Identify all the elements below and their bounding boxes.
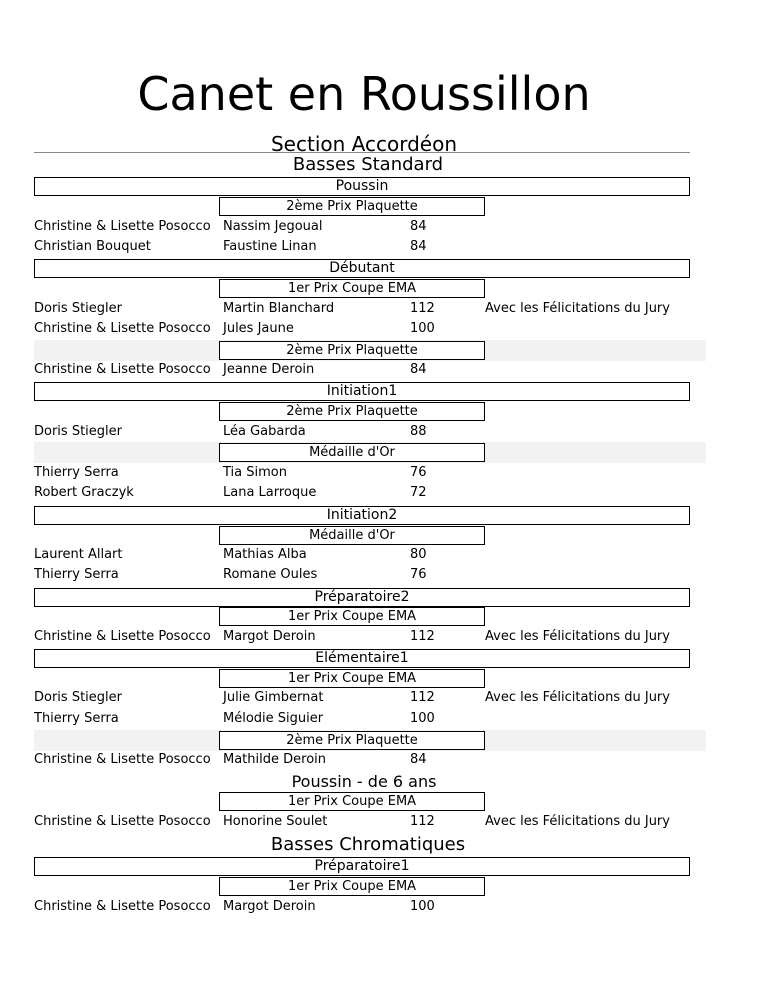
mention: Avec les Félicitations du Jury bbox=[485, 814, 670, 829]
prize-box: 2ème Prix Plaquette bbox=[219, 731, 485, 750]
section-title: Section Accordéon bbox=[270, 132, 457, 156]
mention: Avec les Félicitations du Jury bbox=[485, 690, 670, 705]
table-row bbox=[0, 319, 768, 339]
student-name: Martin Blanchard bbox=[223, 301, 335, 316]
table-row bbox=[0, 483, 768, 503]
score: 84 bbox=[410, 362, 427, 377]
student-name: Jeanne Deroin bbox=[223, 362, 315, 377]
table-row bbox=[0, 217, 768, 237]
student-name: Tia Simon bbox=[223, 465, 287, 480]
teacher-name: Thierry Serra bbox=[34, 567, 119, 582]
prize-box: 1er Prix Coupe EMA bbox=[219, 279, 485, 298]
teacher-name: Christine & Lisette Posocco bbox=[34, 899, 211, 914]
category-box: Débutant bbox=[34, 259, 690, 278]
group-title: Basses Chromatiques bbox=[270, 834, 466, 855]
prize-box: 1er Prix Coupe EMA bbox=[219, 607, 485, 626]
student-name: Léa Gabarda bbox=[223, 424, 306, 439]
score: 76 bbox=[410, 465, 427, 480]
teacher-name: Christine & Lisette Posocco bbox=[34, 321, 211, 336]
student-name: Margot Deroin bbox=[223, 899, 316, 914]
category-box: Poussin bbox=[34, 177, 690, 196]
teacher-name: Laurent Allart bbox=[34, 547, 123, 562]
prize-box: 2ème Prix Plaquette bbox=[219, 402, 485, 421]
page-title: Canet en Roussillon bbox=[137, 67, 591, 121]
teacher-name: Thierry Serra bbox=[34, 465, 119, 480]
teacher-name: Christine & Lisette Posocco bbox=[34, 219, 211, 234]
score: 100 bbox=[410, 321, 435, 336]
prize-box: 2ème Prix Plaquette bbox=[219, 341, 485, 360]
table-row bbox=[0, 750, 768, 770]
group-title: Basses Standard bbox=[292, 154, 444, 175]
teacher-name: Doris Stiegler bbox=[34, 301, 122, 316]
prize-box: 1er Prix Coupe EMA bbox=[219, 792, 485, 811]
category-title: Poussin - de 6 ans bbox=[291, 772, 437, 791]
score: 112 bbox=[410, 690, 435, 705]
score: 88 bbox=[410, 424, 427, 439]
student-name: Faustine Linan bbox=[223, 239, 317, 254]
score: 72 bbox=[410, 485, 427, 500]
table-row bbox=[0, 360, 768, 380]
teacher-name: Doris Stiegler bbox=[34, 424, 122, 439]
table-row bbox=[0, 812, 768, 832]
category-box: Initiation1 bbox=[34, 382, 690, 401]
student-name: Mathias Alba bbox=[223, 547, 307, 562]
score: 84 bbox=[410, 239, 427, 254]
mention: Avec les Félicitations du Jury bbox=[485, 301, 670, 316]
score: 80 bbox=[410, 547, 427, 562]
table-row bbox=[0, 688, 768, 708]
score: 112 bbox=[410, 301, 435, 316]
table-row bbox=[0, 299, 768, 319]
teacher-name: Robert Graczyk bbox=[34, 485, 134, 500]
score: 76 bbox=[410, 567, 427, 582]
score: 112 bbox=[410, 814, 435, 829]
teacher-name: Thierry Serra bbox=[34, 711, 119, 726]
prize-box: Médaille d'Or bbox=[219, 443, 485, 462]
teacher-name: Christine & Lisette Posocco bbox=[34, 629, 211, 644]
student-name: Lana Larroque bbox=[223, 485, 317, 500]
category-box: Elémentaire1 bbox=[34, 649, 690, 668]
table-row bbox=[0, 237, 768, 257]
category-box: Initiation2 bbox=[34, 506, 690, 525]
score: 84 bbox=[410, 752, 427, 767]
table-row bbox=[0, 422, 768, 442]
student-name: Nassim Jegoual bbox=[223, 219, 323, 234]
table-row bbox=[0, 897, 768, 917]
teacher-name: Christine & Lisette Posocco bbox=[34, 362, 211, 377]
prize-box: 1er Prix Coupe EMA bbox=[219, 669, 485, 688]
student-name: Mathilde Deroin bbox=[223, 752, 326, 767]
prize-box: 2ème Prix Plaquette bbox=[219, 197, 485, 216]
mention: Avec les Félicitations du Jury bbox=[485, 629, 670, 644]
student-name: Jules Jaune bbox=[223, 321, 294, 336]
student-name: Mélodie Siguier bbox=[223, 711, 324, 726]
table-row bbox=[0, 565, 768, 585]
prize-box: Médaille d'Or bbox=[219, 526, 485, 545]
student-name: Julie Gimbernat bbox=[223, 690, 324, 705]
score: 100 bbox=[410, 711, 435, 726]
table-row bbox=[0, 463, 768, 483]
student-name: Honorine Soulet bbox=[223, 814, 328, 829]
student-name: Romane Oules bbox=[223, 567, 318, 582]
category-box: Préparatoire1 bbox=[34, 857, 690, 876]
teacher-name: Christine & Lisette Posocco bbox=[34, 814, 211, 829]
prize-box: 1er Prix Coupe EMA bbox=[219, 877, 485, 896]
score: 112 bbox=[410, 629, 435, 644]
table-row bbox=[0, 545, 768, 565]
category-box: Préparatoire2 bbox=[34, 588, 690, 607]
score: 84 bbox=[410, 219, 427, 234]
teacher-name: Doris Stiegler bbox=[34, 690, 122, 705]
section-rule bbox=[34, 152, 690, 153]
table-row bbox=[0, 627, 768, 647]
teacher-name: Christian Bouquet bbox=[34, 239, 151, 254]
teacher-name: Christine & Lisette Posocco bbox=[34, 752, 211, 767]
student-name: Margot Deroin bbox=[223, 629, 316, 644]
table-row bbox=[0, 709, 768, 729]
score: 100 bbox=[410, 899, 435, 914]
